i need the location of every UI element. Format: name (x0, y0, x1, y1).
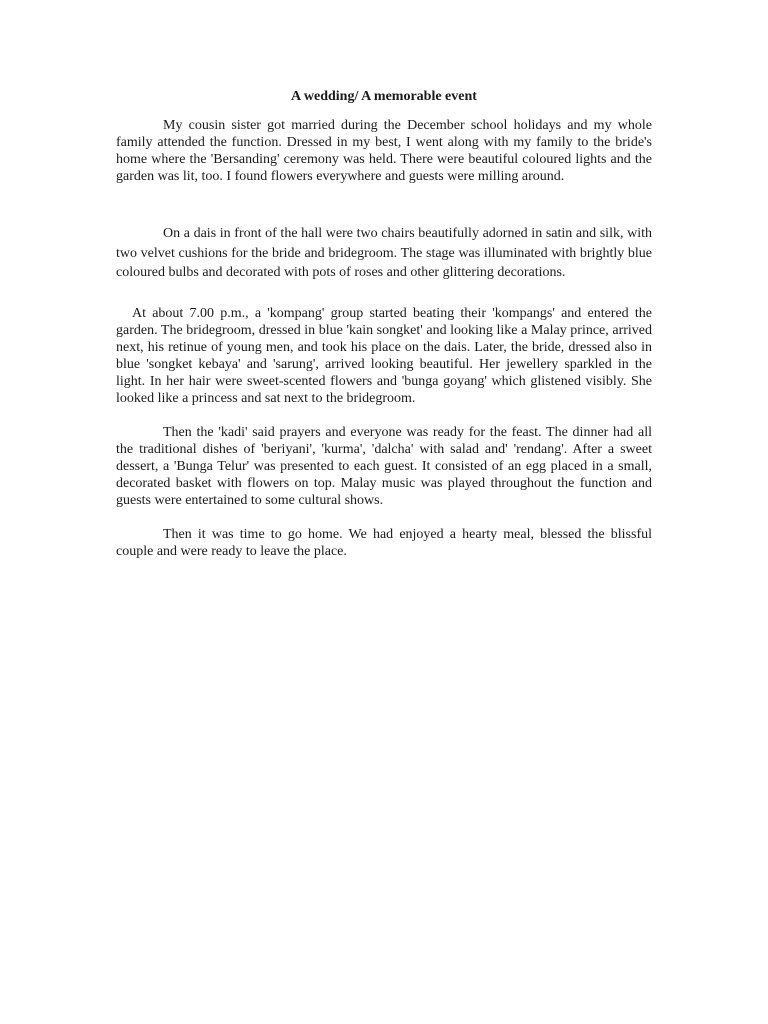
paragraph-dais: On a dais in front of the hall were two chairs beautifully adorned in satin and silk, with two velvet cushions for the bride and bridegroom. The stage was illuminated with brightly blue coloured bulbs and decorated with pots of roses and other glittering decorations. (116, 226, 652, 281)
essay-body (116, 88, 652, 560)
paragraph-arrival: My cousin sister got married during the December school holidays and my whole family attended the function. Dressed in my best, I went along with my family to the bride's home where the 'Bersanding' ceremony was held. There were beautiful coloured lights and the garden was lit, too. I found flowers everywhere and guests were milling around. (116, 118, 652, 184)
paragraph-procession: At about 7.00 p.m., a 'kompang' group started beating their 'kompangs' and entered the garden. The bridegroom, dressed in blue 'kain songket' and looking like a Malay prince, arrived next, his retinue of young men, and took his place on the dais. Later, the bride, dressed also in blue 'songket kebaya' and 'sarung', arrived looking beautiful. Her jewellery sparkled in the light. In her hair were sweet-scented flowers and 'bunga goyang' which glistened visibly. She looked like a princess and sat next to the bridegroom. (116, 305, 652, 406)
essay-title: A wedding/ A memorable event (291, 89, 477, 104)
paragraph-feast: Then the 'kadi' said prayers and everyone was ready for the feast. The dinner had all the traditional dishes of 'beriyani', 'kurma', 'dalcha' with salad and' 'rendang'. After a sweet dessert, a 'Bunga Telur' was presented to each guest. It consisted of an egg placed in a small, decorated basket with flowers on top. Malay music was played throughout the function and guests were entertained to some cultural shows. (116, 424, 652, 508)
paragraph-departure: Then it was time to go home. We had enjoyed a hearty meal, blessed the blissful couple and were ready to leave the place. (116, 526, 652, 559)
